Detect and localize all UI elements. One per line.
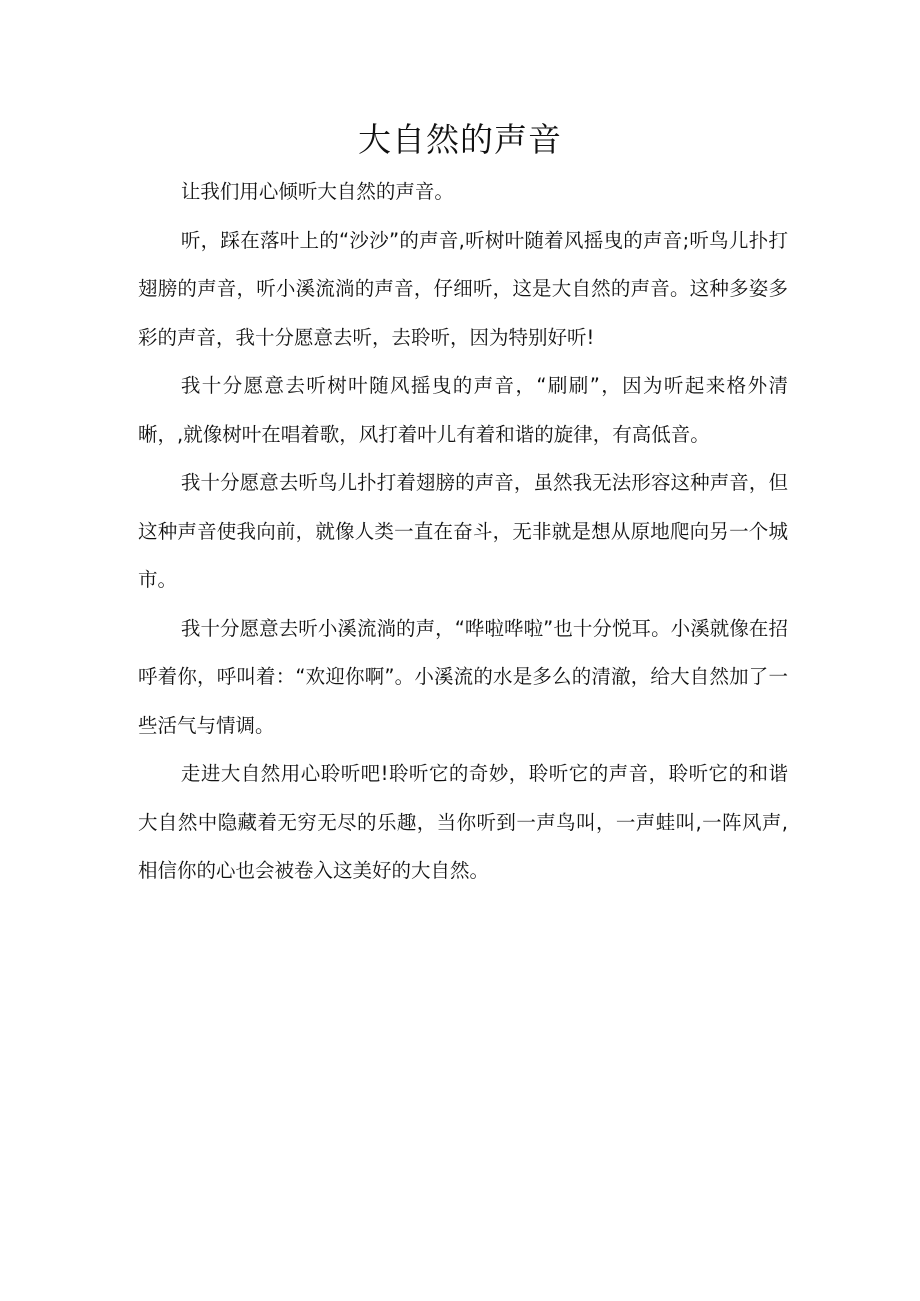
paragraph-3: 我十分愿意去听树叶随风摇曳的声音，“刷刷”，因为听起来格外清晰，,就像树叶在唱着歌，风打着叶儿有着和谐的旋律，有高低音。 [138, 374, 788, 446]
paragraph-2: 听，踩在落叶上的“沙沙”的声音,听树叶随着风摇曳的声音;听鸟儿扑打翅膀的声音，听小溪流淌的声音，仔细听，这是大自然的声音。这种多姿多彩的声音，我十分愿意去听，去聆听，因为特别好听! [138, 228, 788, 349]
document-title: 大自然的声音 [358, 120, 562, 159]
paragraph-5: 我十分愿意去听小溪流淌的声，“哗啦哗啦”也十分悦耳。小溪就像在招呼着你，呼叫着：“欢迎你啊”。小溪流的水是多么的清澈，给大自然加了一些活气与情调。 [138, 616, 788, 737]
document-body [138, 168, 788, 896]
paragraph-6: 走进大自然用心聆听吧!聆听它的奇妙，聆听它的声音，聆听它的和谐大自然中隐藏着无穷无尽的乐趣，当你听到一声鸟叫，一声蛙叫,一阵风声,相信你的心也会被卷入这美好的大自然。 [138, 762, 788, 882]
paragraph-1: 让我们用心倾听大自然的声音。 [180, 180, 454, 203]
paragraph-4: 我十分愿意去听鸟儿扑打着翅膀的声音，虽然我无法形容这种声音，但这种声音使我向前，就像人类一直在奋斗，无非就是想从原地爬向另一个城市。 [138, 471, 788, 591]
